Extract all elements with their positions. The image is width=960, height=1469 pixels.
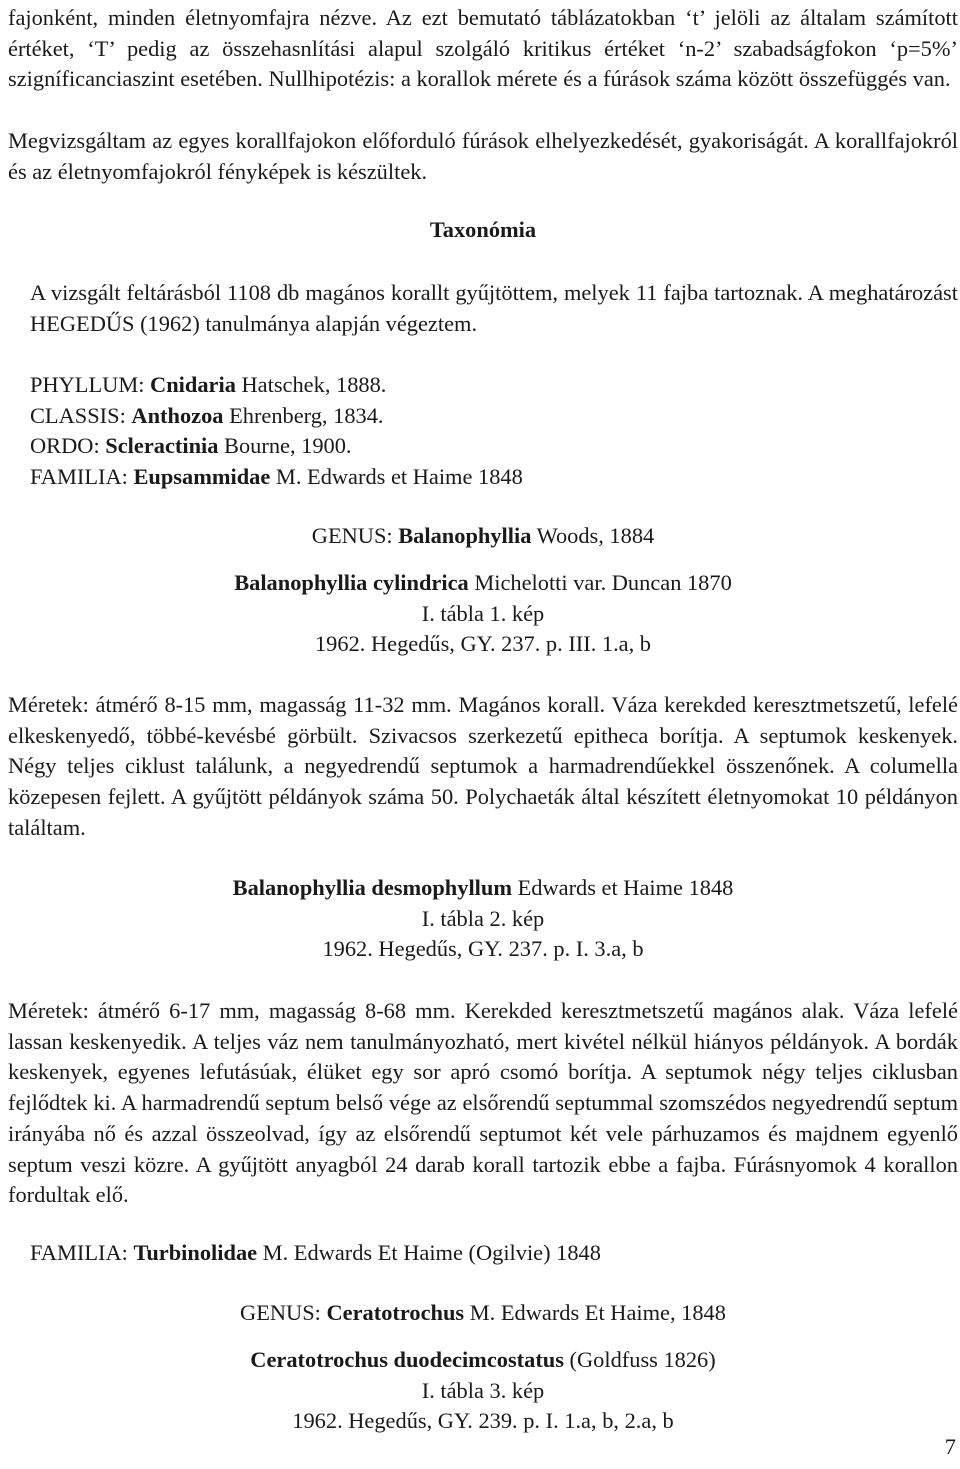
classis-line: CLASSIS: Anthozoa Ehrenberg, 1834. <box>30 402 384 428</box>
familia-turbinolidae-line: FAMILIA: Turbinolidae M. Edwards Et Haime (Ogilvie) 1848 <box>30 1240 601 1265</box>
page-number: 7 <box>944 1434 956 1459</box>
species-description-1: Méretek: átmérő 8-15 mm, magasság 11-32 mm. Magános korall. Váza kerekded keresztmetszetű, lefelé elkeskenyedő, többé-kevésbé görbült. Szivacsos szerkezetű epitheca borítja. A septumok keskenyek. Négy teljes ciklust találunk, a negyedrendű septumok a harmadrendűekkel összenőnek. A columella közepesen fejlett. A gyűjtött példányok száma 50. Polychaeták által készített életnyomokat 10 példányon találtam. <box>8 692 958 840</box>
genus-balanophyllia-line: GENUS: Balanophyllia Woods, 1884 <box>311 523 655 548</box>
literature-reference: 1962. Hegedűs, GY. 239. p. I. 1.a, b, 2.a, b <box>292 1408 674 1434</box>
intro-paragraph-2: Megvizsgáltam az egyes korallfajokon előforduló fúrások elhelyezkedését, gyakoriságát. A korallfajokról és az életnyomfajokról fényképek is készültek. <box>8 128 958 184</box>
species-description-2: Méretek: átmérő 6-17 mm, magasság 8-68 mm. Kerekded keresztmetszetű magános alak. Váza lefelé lassan keskenyedik. A teljes váz nem tanulmányozható, mert kivétel nélkül hiányos példányok. A bordák keskenyek, egyenes lefutásúak, élüket egy sor apró csomó borítja. A septumok négy teljes ciklusban fejlődtek ki. A harmadrendű septum belső vége az elsőrendű septummal szomszédos negyedrendű septum irányába nő és azzal összeolvad, így az elsőrendű septumot két vele párhuzamos és majdnem egyenlő septum veszi közre. A gyűjtött anyagból 24 darab korall tartozik ebbe a fajba. Fúrásnyomok 4 korallon fordultak elő. <box>8 998 958 1208</box>
literature-reference: 1962. Hegedűs, GY. 237. p. III. 1.a, b <box>314 631 652 657</box>
species-title: Ceratotrochus duodecimcostatus (Goldfuss 1826) <box>250 1347 716 1372</box>
ordo-line: ORDO: Scleractinia Bourne, 1900. <box>30 433 352 459</box>
phyllum-name: Cnidaria <box>150 372 236 397</box>
ordo-name: Scleractinia <box>105 433 219 459</box>
species-ceratotrochus-header <box>8 1345 958 1437</box>
species-balanophyllia-desmophyllum-header <box>8 873 958 965</box>
section-heading-taxonomia: Taxonómia <box>429 217 537 242</box>
classis-name: Anthozoa <box>131 402 224 428</box>
literature-reference: 1962. Hegedűs, GY. 237. p. I. 3.a, b <box>322 936 644 962</box>
intro-paragraph-1: fajonként, minden életnyomfajra nézve. Az ezt bemutató táblázatokban ‘t’ jelöli az általam számított értéket, ‘T’ pedig az összehasnlítási alapul szolgáló kritikus értéket ‘n-2’ szabadságfokon ‘p=5%’ szigníficanciaszint esetében. Nullhipotézis: a korallok mérete és a fúrások száma között összefüggés van. <box>8 5 958 92</box>
plate-reference: I. tábla 1. kép <box>421 600 545 626</box>
taxonomy-hierarchy <box>8 370 958 493</box>
species-title: Balanophyllia cylindrica Michelotti var. Duncan 1870 <box>234 570 732 595</box>
plate-reference: I. tábla 3. kép <box>421 1377 545 1403</box>
familia-line: FAMILIA: Eupsammidae M. Edwards et Haime 1848 <box>30 464 523 490</box>
familia-name: Eupsammidae <box>133 464 271 490</box>
plate-reference: I. tábla 2. kép <box>421 905 545 931</box>
phyllum-line: PHYLLUM: Cnidaria Hatschek, 1888. <box>30 372 387 397</box>
taxonomy-intro-paragraph: A vizsgált feltárásból 1108 db magános korallt gyűjtöttem, melyek 11 fajba tartoznak. A meghatározást HEGEDŰS (1962) tanulmánya alapján végeztem. <box>30 280 958 336</box>
species-balanophyllia-cylindrica-header <box>8 568 958 660</box>
species-title: Balanophyllia desmophyllum Edwards et Haime 1848 <box>232 875 734 900</box>
genus-ceratotrochus-line: GENUS: Ceratotrochus M. Edwards Et Haime, 1848 <box>240 1300 726 1325</box>
